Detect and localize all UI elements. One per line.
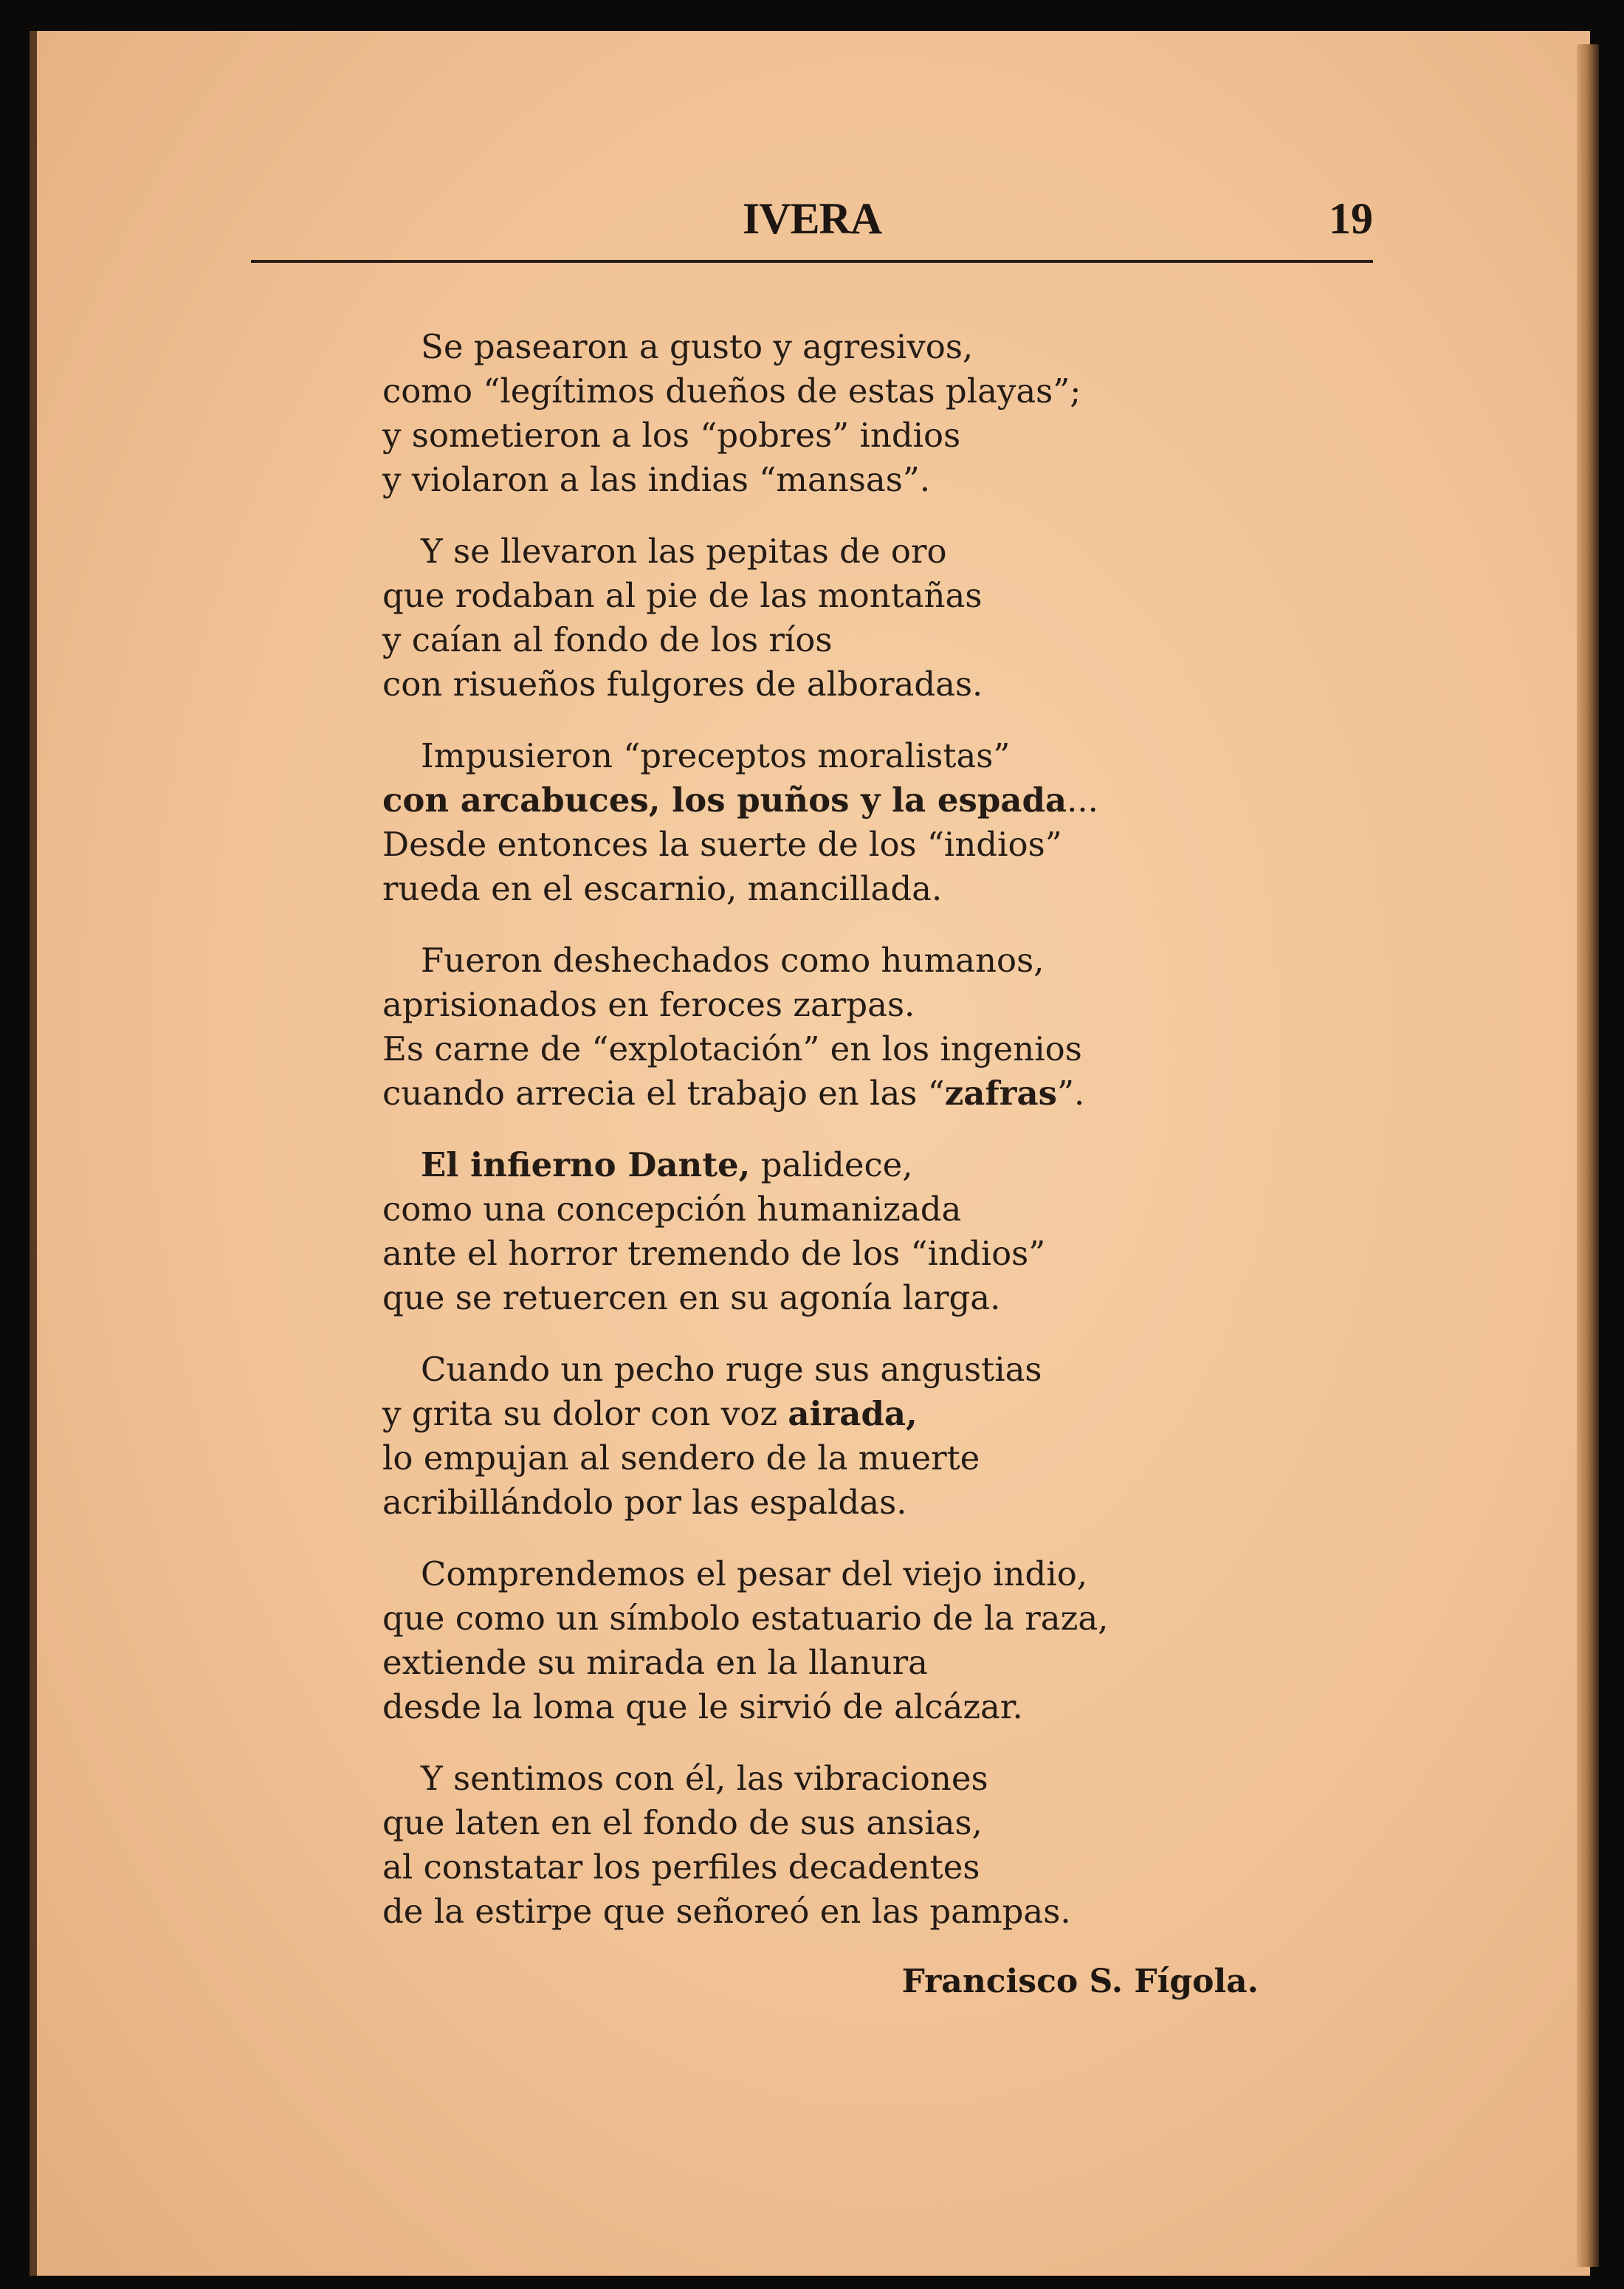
verse-text: al constatar los perfiles decadentes	[382, 1847, 980, 1887]
stanza	[382, 1143, 1108, 1320]
verse-line	[382, 1845, 1108, 1890]
verse-line	[382, 983, 1108, 1027]
verse-text: con risueños fulgores de alboradas.	[382, 665, 983, 704]
verse-text: como una concepción humanizada	[382, 1190, 962, 1229]
verse-line	[382, 1641, 1108, 1685]
verse-text: y grita su dolor con voz	[382, 1394, 788, 1433]
verse-line	[382, 1757, 1108, 1801]
verse-text: que como un símbolo estatuario de la raza,	[382, 1599, 1109, 1638]
verse-text: Fueron deshechados como humanos,	[421, 941, 1045, 980]
page-stack-edge	[1577, 44, 1599, 2267]
verse-text: Desde entonces la suerte de los “indios”	[382, 825, 1062, 864]
verse-line	[382, 1436, 1108, 1480]
verse-text: ...	[1067, 780, 1098, 820]
stanza	[382, 734, 1108, 911]
verse-line	[382, 574, 1108, 618]
verse-line	[382, 1685, 1108, 1729]
page-number: 19	[1329, 194, 1373, 243]
bold-text: zafras	[944, 1074, 1057, 1113]
verse-text: Y sentimos con él, las vibraciones	[421, 1759, 988, 1798]
verse-line	[382, 1143, 1108, 1187]
verse-text: como “legítimos dueños de estas playas”;	[382, 371, 1081, 411]
verse-text: de la estirpe que señoreó en las pampas.	[382, 1892, 1071, 1931]
verse-line	[382, 1027, 1108, 1071]
verse-line	[382, 1232, 1108, 1276]
verse-text: Impusieron “preceptos moralistas”	[421, 736, 1011, 775]
running-header-title: IVERA	[742, 194, 882, 243]
verse-text: que laten en el fondo de sus ansias,	[382, 1803, 983, 1842]
verse-line	[382, 369, 1108, 413]
verse-line	[382, 1801, 1108, 1845]
verse-line	[382, 1552, 1108, 1596]
verse-text: extiende su mirada en la llanura	[382, 1643, 928, 1682]
poem-body	[382, 325, 1108, 1961]
verse-text: y caían al fondo de los ríos	[382, 620, 833, 659]
page-binding-edge	[30, 31, 37, 2276]
verse-line	[382, 1276, 1108, 1320]
verse-line	[382, 823, 1108, 867]
verse-line	[382, 529, 1108, 574]
verse-text: rueda en el escarnio, mancillada.	[382, 869, 943, 908]
bold-text: airada,	[788, 1394, 918, 1433]
verse-text: desde la loma que le sirvió de alcázar.	[382, 1687, 1023, 1726]
bold-text: con arcabuces, los puños y la espada	[382, 780, 1067, 820]
verse-text: ante el horror tremendo de los “indios”	[382, 1234, 1046, 1273]
verse-line	[382, 1392, 1108, 1436]
verse-line	[382, 1187, 1108, 1232]
verse-line	[382, 1480, 1108, 1525]
stanza	[382, 938, 1108, 1116]
verse-text: Comprendemos el pesar del viejo indio,	[421, 1554, 1088, 1593]
verse-line	[382, 734, 1108, 778]
stanza	[382, 529, 1108, 707]
author-signature: Francisco S. Fígola.	[901, 1963, 1259, 2000]
stanza	[382, 1348, 1108, 1525]
verse-line	[382, 458, 1108, 502]
verse-line	[382, 867, 1108, 911]
header-rule	[251, 260, 1373, 263]
verse-line	[382, 662, 1108, 707]
verse-line	[382, 1890, 1108, 1934]
verse-text: Se pasearon a gusto y agresivos,	[421, 327, 974, 366]
stanza	[382, 1552, 1108, 1729]
verse-line	[382, 325, 1108, 369]
verse-text: cuando arrecia el trabajo en las “	[382, 1074, 945, 1113]
verse-text: que se retuercen en su agonía larga.	[382, 1278, 1001, 1317]
verse-text: Es carne de “explotación” en los ingenios	[382, 1029, 1082, 1068]
verse-text: lo empujan al sendero de la muerte	[382, 1438, 980, 1478]
verse-line	[382, 938, 1108, 983]
stanza	[382, 325, 1108, 502]
verse-line	[382, 778, 1108, 823]
verse-text: aprisionados en feroces zarpas.	[382, 985, 915, 1024]
verse-text: acribillándolo por las espaldas.	[382, 1483, 907, 1522]
verse-text: palidece,	[750, 1145, 913, 1184]
verse-text: ”.	[1056, 1074, 1085, 1113]
verse-text: que rodaban al pie de las montañas	[382, 576, 983, 615]
verse-line	[382, 1071, 1108, 1116]
bold-text: El infierno Dante,	[421, 1145, 751, 1184]
verse-text: y sometieron a los “pobres” indios	[382, 416, 961, 455]
stanza	[382, 1757, 1108, 1934]
verse-line	[382, 413, 1108, 458]
verse-text: Y se llevaron las pepitas de oro	[421, 532, 947, 571]
verse-text: y violaron a las indias “mansas”.	[382, 460, 931, 499]
verse-line	[382, 1348, 1108, 1392]
verse-line	[382, 1596, 1108, 1641]
verse-line	[382, 618, 1108, 662]
verse-text: Cuando un pecho ruge sus angustias	[421, 1350, 1042, 1389]
